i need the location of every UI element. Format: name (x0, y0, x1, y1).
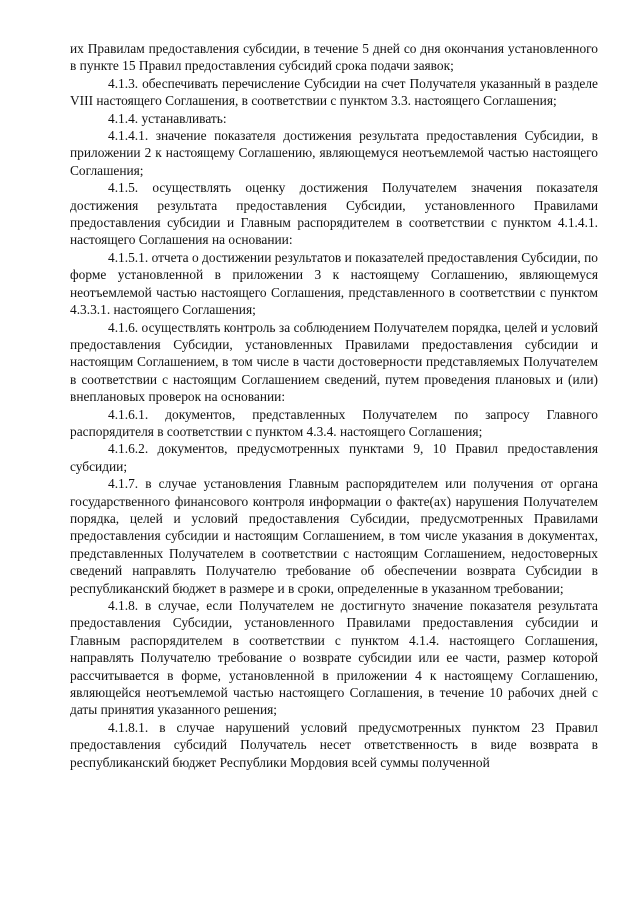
paragraph-4-1-4-1: 4.1.4.1. значение показателя достижения результата предоставления Субсидии, в приложении 2 к настоящему Соглашению, являющемуся неотъемлемой частью настоящего Соглашения; (70, 128, 598, 178)
paragraph-4-1-6-2: 4.1.6.2. документов, предусмотренных пунктами 9, 10 Правил предоставления субсидии; (70, 441, 598, 474)
paragraph-4-1-8-1: 4.1.8.1. в случае нарушений условий предусмотренных пунктом 23 Правил предоставления субсидий Получатель несет ответственность в виде возврата в республиканский бюджет Республики Мордовия всей суммы полученной (70, 719, 598, 770)
paragraph-4-1-5: 4.1.5. осуществлять оценку достижения Получателем значения показателя достижения результата предоставления Субсидии, установленного Правилами предоставления субсидии и Главным распорядителем в соответствии с пунктом 4.1.4.1. настоящего Соглашения на основании: (70, 180, 598, 248)
document-page (70, 40, 598, 771)
paragraph-4-1-5-1: 4.1.5.1. отчета о достижении результатов и показателей предоставления Субсидии, по форме установленной в приложении 3 к настоящему Соглашению, являющемуся неотъемлемой частью настоящего Соглашения, представленного в соответствии с пунктом 4.3.3.1. настоящего Соглашения; (70, 249, 598, 318)
paragraph-4-1-4: 4.1.4. устанавливать: (108, 110, 227, 126)
paragraph-4-1-7: 4.1.7. в случае установления Главным распорядителем или получения от органа государственного финансового контроля информации о факте(ах) нарушения Получателем порядка, целей и условий предоставления Субсидии, предусмотренных Правилами предоставления субсидии и настоящим Соглашением, в том числе указания в документах, представленных Получателем в соответствии с настоящим Соглашением, недостоверных сведений направлять Получателю требование об обеспечении возврата Субсидии в республиканский бюджет в размере и в сроки, определенные в указанном требовании; (70, 476, 598, 596)
paragraph-4-1-6: 4.1.6. осуществлять контроль за соблюдением Получателем порядка, целей и условий предоставления Субсидии, установленных Правилами предоставления субсидии и настоящим Соглашением, в том числе в части достоверности представляемых Получателем в соответствии с настоящим Соглашением сведений, путем проведения плановых и (или) внеплановых проверок на основании: (70, 319, 598, 405)
paragraph-4-1-6-1: 4.1.6.1. документов, представленных Получателем по запросу Главного распорядителя в соответствии с пунктом 4.3.4. настоящего Соглашения; (70, 406, 598, 439)
paragraph-4-1-8: 4.1.8. в случае, если Получателем не достигнуто значение показателя результата предоставления Субсидии, установленного Правилами предоставления субсидии и Главным распорядителем в соответствии с пунктом 4.1.4. настоящего Соглашения, направлять Получателю требование о возврате субсидии или ее части, размер которой рассчитывается в форме, установленной в приложении 4 к настоящему Соглашению, являющейся неотъемлемой частью настоящего Соглашения, в течение 10 рабочих дней с даты принятия указанного решения; (70, 598, 598, 718)
paragraph-continuation: их Правилам предоставления субсидии, в течение 5 дней со дня окончания установленного в пункте 15 Правил предоставления субсидий срока подачи заявок; (70, 41, 598, 74)
paragraph-4-1-3: 4.1.3. обеспечивать перечисление Субсидии на счет Получателя указанный в разделе VIII настоящего Соглашения, в соответствии с пунктом 3.3. настоящего Соглашения; (70, 75, 598, 109)
